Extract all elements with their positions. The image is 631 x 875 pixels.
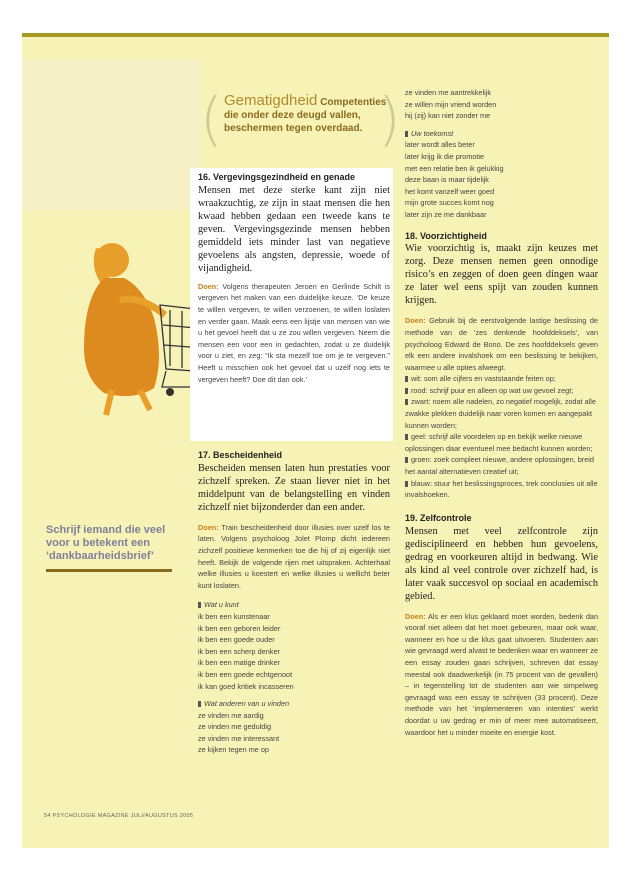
bracket-close: ): [378, 85, 401, 153]
sidebar-rule: [46, 569, 172, 572]
callout-title: [224, 94, 389, 135]
hat-item: geel: schrijf alle voordelen op en bekijk welke nieuwe oplossingen daar eventueel mee bedacht kunnen worden;: [405, 432, 593, 453]
list1-item: ik ben een kunstenaar: [198, 611, 270, 621]
list1-item: ik kan goed kritiek incasseren: [198, 681, 294, 691]
sec18-doen-text: Gebruik bij de eerstvolgende lastige beslissing de methode van de ‘zes denkende hoofddeksels’, van psycholoog Edward de Bono. De zes hoofddeksels geven elk een andere invalshoek om een beslissing te bekijken, waarmee u alle opties afweegt.: [405, 316, 598, 372]
list2-cont-item: ze willen mijn vriend worden: [405, 99, 497, 109]
sec19-intro: Mensen met veel zelfcontrole zijn gedisciplineerd en hebben hun gevoelens, gedrag en voorkeuren altijd in bedwang. Wie als kind al veel controle over zichzelf had, is later vaak succesvol op sociaal en academisch gebied.: [405, 525, 598, 602]
list2-item: ze vinden me geduldig: [198, 722, 272, 732]
list3-item: met een relatie ben ik gelukkig: [405, 163, 504, 173]
page-footer: 54 PSYCHOLOGIE MAGAZINE JULI/AUGUSTUS 2005: [44, 813, 194, 819]
sec17-doen-text: Train bescheidenheid door illusies over uzelf los te laten. Volgens psycholoog Jolet Plomp dicht iedereen zichzelf positieve kenmerken toe die hij of zij eigenlijk niet heeft. Bekijk de volgende rijen met uitspraken. Achterhaal welke illusies u koestert en welke illusies u wellicht beter kunt loslaten.: [198, 522, 390, 590]
sec16-intro: Mensen met deze sterke kant zijn niet wraakzuchtig, ze zijn in staat mensen die hen kwaad hebben gedaan een tweede kans te geven. Vergevingsgezinde mensen hebben gemiddeld iets minder last van negatieve gevoelens als angsten, depressie, woede of vijandigheid.: [198, 184, 390, 274]
sec16-title: 16. Vergevingsgezindheid en genade: [198, 172, 356, 182]
list2-cont-item: ze vinden me aantrekkelijk: [405, 88, 491, 97]
list2-item: ze vinden me interessant: [198, 733, 280, 743]
middle-column: [198, 172, 390, 385]
list2-item: ze kijken tegen me op: [198, 745, 269, 755]
list1: [198, 611, 390, 692]
hat-item: wit: som alle cijfers en vaststaande feiten op;: [405, 373, 598, 385]
list2-continued: [405, 87, 598, 122]
list3-item: later krijg ik die promotie: [405, 151, 485, 161]
doen-label: Doen:: [405, 316, 426, 326]
callout-sub: Competenties die onder deze deugd vallen, beschermen tegen overdaad.: [224, 97, 387, 134]
sidebar-quote: Schrijf iemand die veel voor u betekent een ‘dankbaarheidsbrief’: [46, 524, 166, 562]
sec17-intro: Bescheiden mensen laten hun prestaties voor zichzelf spreken. Ze staan liever niet in het middelpunt van de belangstelling en vinden zichzelf niet bijzonderder dan een ander.: [198, 462, 390, 513]
sec18-doen: [405, 315, 598, 373]
sec16-doen-text: Volgens therapeuten Jeroen en Gerlinde Schilt is vergeven het maken van een duidelijke keuze. ‘De keuze te willen vergeven, te willen verzoenen, te willen loslaten en verder gaan. Maak eens een lijstje van mensen van wie u het gevoel heeft dat u ze zou willen vergeven. Neem die mensen een voor een in gedachten, zodat u ze duidelijk voor u ziet, en zeg: “Ik sta mezelf toe om je te vergeven.” Heeft u misschien ook het gevoel dat u uzelf nog iets te vergeven heeft? Doe dit dan ook.’: [198, 281, 391, 384]
top-rule: [22, 33, 609, 37]
list1-item: ik ben een goede echtgenoot: [198, 669, 293, 679]
list1-item: ik ben een goede ouder: [198, 635, 275, 645]
sec19-doen: [405, 611, 598, 739]
right-column: [405, 87, 598, 738]
sec19-doen-text: Als er een klus geklaard moet worden, bedenk dan vooraf niet alleen dat het moet gebeuren, maar ook waar, wanneer en hoe u die klus gaat uitvoeren. Studenten aan wie gevraagd werd alvast te bedenken waar en wanneer ze een essay zouden gaan schrijven, schreven dat essay meestal ook daadwerkelijk (in 75 procent van de gevallen) – in tegenstelling tot de studenten aan wie simpelweg gevraagd was een essay te schrijven (33 procent). Deze methode van het ‘implementeren van intenties’ werkt doordat u uw gedrag er min of meer mee automatiseert, waardoor het u minder moeite en energie kost.: [405, 611, 599, 737]
list2-cont-item: hij (zij) kan niet zonder me: [405, 111, 491, 121]
hat-list: [405, 373, 598, 501]
list1-item: ik ben een scherp denker: [198, 646, 280, 656]
list1-item: ik ben een geboren leider: [198, 623, 281, 633]
doen-label: Doen:: [198, 281, 219, 291]
list3-item: later wordt alles beter: [405, 140, 475, 150]
sec18-title: 18. Voorzichtigheid: [405, 230, 487, 241]
bracket-open: (: [200, 85, 223, 153]
list3-item: mijn grote succes komt nog: [405, 198, 494, 208]
list2: [198, 710, 390, 756]
list3-title: Uw toekomst: [405, 128, 598, 140]
sec16-doen: [198, 281, 390, 385]
list3-item: het komt vanzelf weer goed: [405, 186, 495, 196]
sec17-doen: [198, 522, 390, 592]
sec18-intro: Wie voorzichtig is, maakt zijn keuzes met zorg. Deze mensen nemen geen onnodige risico’s en zeggen of doen geen dingen waar ze later wel eens spijt van zouden kunnen krijgen.: [405, 243, 598, 307]
hat-item: rood: schrijf puur en alleen op wat uw gevoel zegt;: [405, 385, 598, 397]
list3-item: later zijn ze me dankbaar: [405, 209, 487, 219]
list1-item: ik ben een matige drinker: [198, 658, 280, 668]
sec17-title: 17. Bescheidenheid: [198, 450, 283, 460]
hat-item: blauw: stuur het beslissingsproces, trek conclusies uit alle invalshoeken.: [405, 478, 598, 500]
middle-column-2: [198, 450, 390, 756]
sec19-title: 19. Zelfcontrole: [405, 512, 472, 523]
doen-label: Doen:: [405, 611, 426, 621]
callout-head: Gematigdheid: [224, 92, 318, 109]
list2-title: Wat anderen van u vinden: [198, 698, 390, 710]
doen-label: Doen:: [198, 522, 219, 532]
list3: [405, 139, 598, 220]
list2-item: ze vinden me aardig: [198, 710, 264, 720]
callout-gematigdheid: [200, 85, 401, 158]
hat-item: zwart: noem alle nadelen, zo negatief mogelijk, zodat alle zwakke plekken duidelijk naar voren komen en aangepakt kunnen worden;: [405, 397, 596, 430]
list3-item: deze baan is maar tijdelijk: [405, 175, 489, 185]
list1-title: Wat u kunt: [198, 599, 390, 611]
hat-item: groen: zoek compleet nieuwe, andere oplossingen, breid het aantal alternatieven creatief uit;: [405, 455, 594, 477]
